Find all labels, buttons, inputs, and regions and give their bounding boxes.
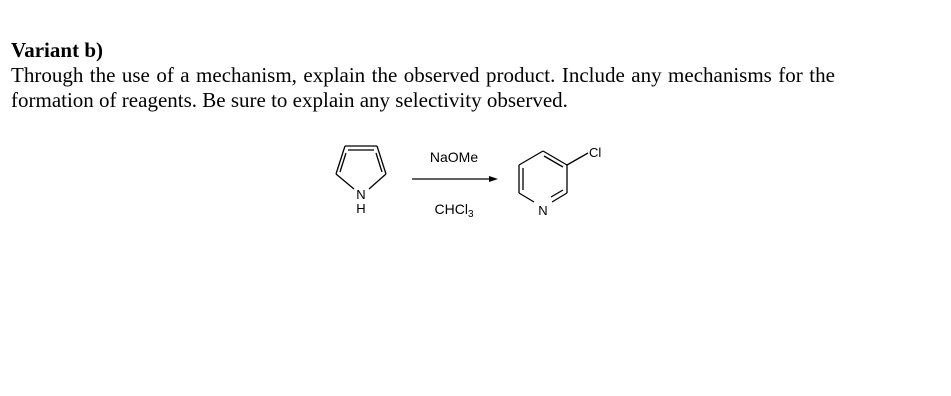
reagent-chloroform-subscript: 3 — [467, 209, 474, 220]
reagent-chloroform-formula: CHCl — [434, 201, 468, 217]
chlorine-label: Cl — [589, 145, 602, 160]
reagent-naome: NaOMe — [429, 149, 479, 165]
pyrrole-bond-c3-c2-inner — [340, 153, 346, 172]
question-text-line-2: formation of reagents. Be sure to explain any selectivity observed. — [11, 88, 568, 112]
pyridine-bond-c3-cl — [567, 153, 588, 165]
pyrrole-bond-c5-n — [369, 174, 386, 189]
question-text-line-1: Through the use of a mechanism, explain the observed product. Include any mechanisms for the — [11, 63, 835, 87]
pyridine-nitrogen-label: N — [538, 203, 548, 218]
pyridine-bond-c2-n — [552, 193, 567, 202]
pyridine-bond-c5-c4 — [519, 151, 543, 165]
reagent-chloroform — [434, 201, 473, 220]
pyridine-bond-n-c6 — [519, 193, 534, 202]
pyrrole-bond-c2-n — [336, 174, 354, 189]
pyrrole-hydrogen-label: H — [356, 201, 366, 216]
question-heading: Variant b) — [11, 38, 103, 62]
pyrrole-structure — [336, 146, 386, 189]
reaction-arrow-head — [489, 176, 498, 182]
pyrrole-nitrogen-label: N — [356, 187, 366, 202]
pyrrole-bond-c4-c5-inner — [376, 153, 382, 172]
chloropyridine-structure — [519, 151, 588, 202]
